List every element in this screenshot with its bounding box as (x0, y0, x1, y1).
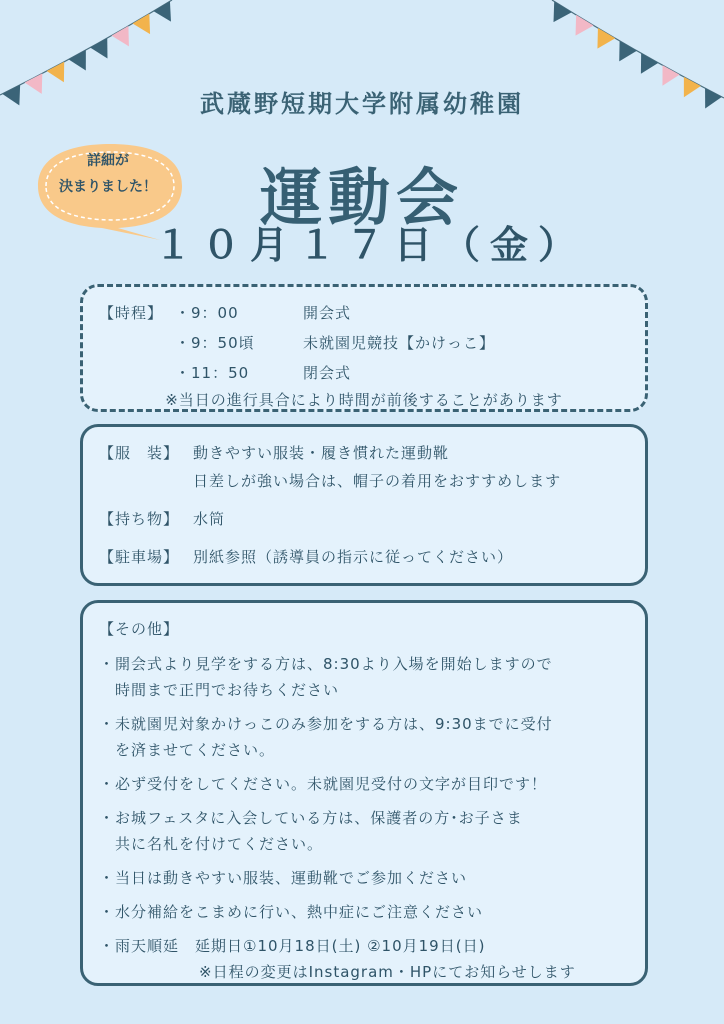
bunting-flag (576, 15, 594, 36)
list-item (99, 651, 629, 703)
list-item-text: ・水分補給をこまめに行い、熱中症にご注意ください (99, 903, 484, 921)
list-item (99, 933, 629, 985)
info-box (80, 424, 648, 586)
schedule-row (99, 357, 629, 387)
schedule-time: ・9：00 (175, 303, 239, 322)
clothing-row-2 (99, 467, 629, 495)
bunting-flag (90, 38, 107, 58)
other-heading: 【その他】 (99, 620, 180, 638)
list-item-text: を済ませてください。 (115, 741, 276, 759)
list-item-text: ・未就園児対象かけっこのみ参加をする方は、9:30までに受付 (99, 715, 553, 733)
bunting-flag (662, 65, 679, 85)
schedule-event: 開会式 (303, 303, 352, 322)
event-date: １０月１７日（金） (153, 223, 586, 267)
clothing-text-2: 日差しが強い場合は、帽子の着用をおすすめします (193, 472, 562, 490)
list-item-text: ※日程の変更はInstagram・HPにてお知らせします (199, 963, 576, 981)
list-item (99, 771, 629, 797)
page-title: 運動会 (259, 161, 464, 234)
other-box (80, 600, 648, 986)
bunting-flag (641, 53, 658, 74)
clothing-row (99, 439, 629, 467)
bunting-flag (69, 50, 86, 71)
belongings-text: 水筒 (193, 510, 226, 528)
parking-label: 【駐車場】 (99, 548, 180, 566)
schedule-time: ・9：50頃 (175, 333, 255, 352)
bunting-flag (153, 1, 171, 21)
bunting-flag (597, 28, 615, 49)
schedule-label: 【時程】 (99, 303, 164, 322)
schedule-event: 閉会式 (303, 363, 352, 382)
clothing-label: 【服 装】 (99, 444, 180, 462)
schedule-time: ・11：50 (175, 363, 250, 382)
schedule-event: 未就園児競技【かけっこ】 (303, 333, 496, 352)
bunting-flag (111, 26, 128, 46)
list-item-text: ・お城フェスタに入会している方は、保護者の方･お子さま (99, 809, 523, 827)
list-item-text: ・開会式より見学をする方は、8:30より入場を開始しますので (99, 655, 553, 673)
list-item-text: ・当日は動きやすい服装、運動靴でご参加ください (99, 869, 468, 887)
bubble-line-2: 決まりました！ (59, 179, 157, 195)
bunting-flag (619, 41, 637, 62)
list-item (99, 805, 629, 857)
schedule-box (80, 284, 648, 412)
bunting-flag (554, 1, 572, 22)
bubble-line-1: 詳細が (87, 153, 129, 169)
list-item (99, 711, 629, 763)
bunting-flag (47, 62, 65, 83)
list-item-text: ・雨天順延 延期日①10月18日(土) ②10月19日(日) (99, 937, 486, 955)
belongings-label: 【持ち物】 (99, 510, 180, 528)
school-name: 武蔵野短期大学附属幼稚園 (200, 90, 524, 118)
list-item-text: 時間まで正門でお待ちください (115, 681, 340, 699)
clothing-text: 動きやすい服装・履き慣れた運動靴 (193, 444, 450, 462)
schedule-row (99, 327, 629, 357)
list-item (99, 865, 629, 891)
list-item-text: 共に名札を付けてください。 (115, 835, 324, 853)
parking-row (99, 543, 629, 571)
belongings-row (99, 505, 629, 533)
parking-text: 別紙参照（誘導員の指示に従ってください） (193, 548, 514, 566)
list-item (99, 899, 629, 925)
list-item-text: ・必ず受付をしてください。未就園児受付の文字が目印です！ (99, 775, 548, 793)
bunting-flag (133, 14, 150, 34)
schedule-row (99, 297, 629, 327)
schedule-note: ※当日の進行具合により時間が前後することがあります (165, 391, 563, 409)
